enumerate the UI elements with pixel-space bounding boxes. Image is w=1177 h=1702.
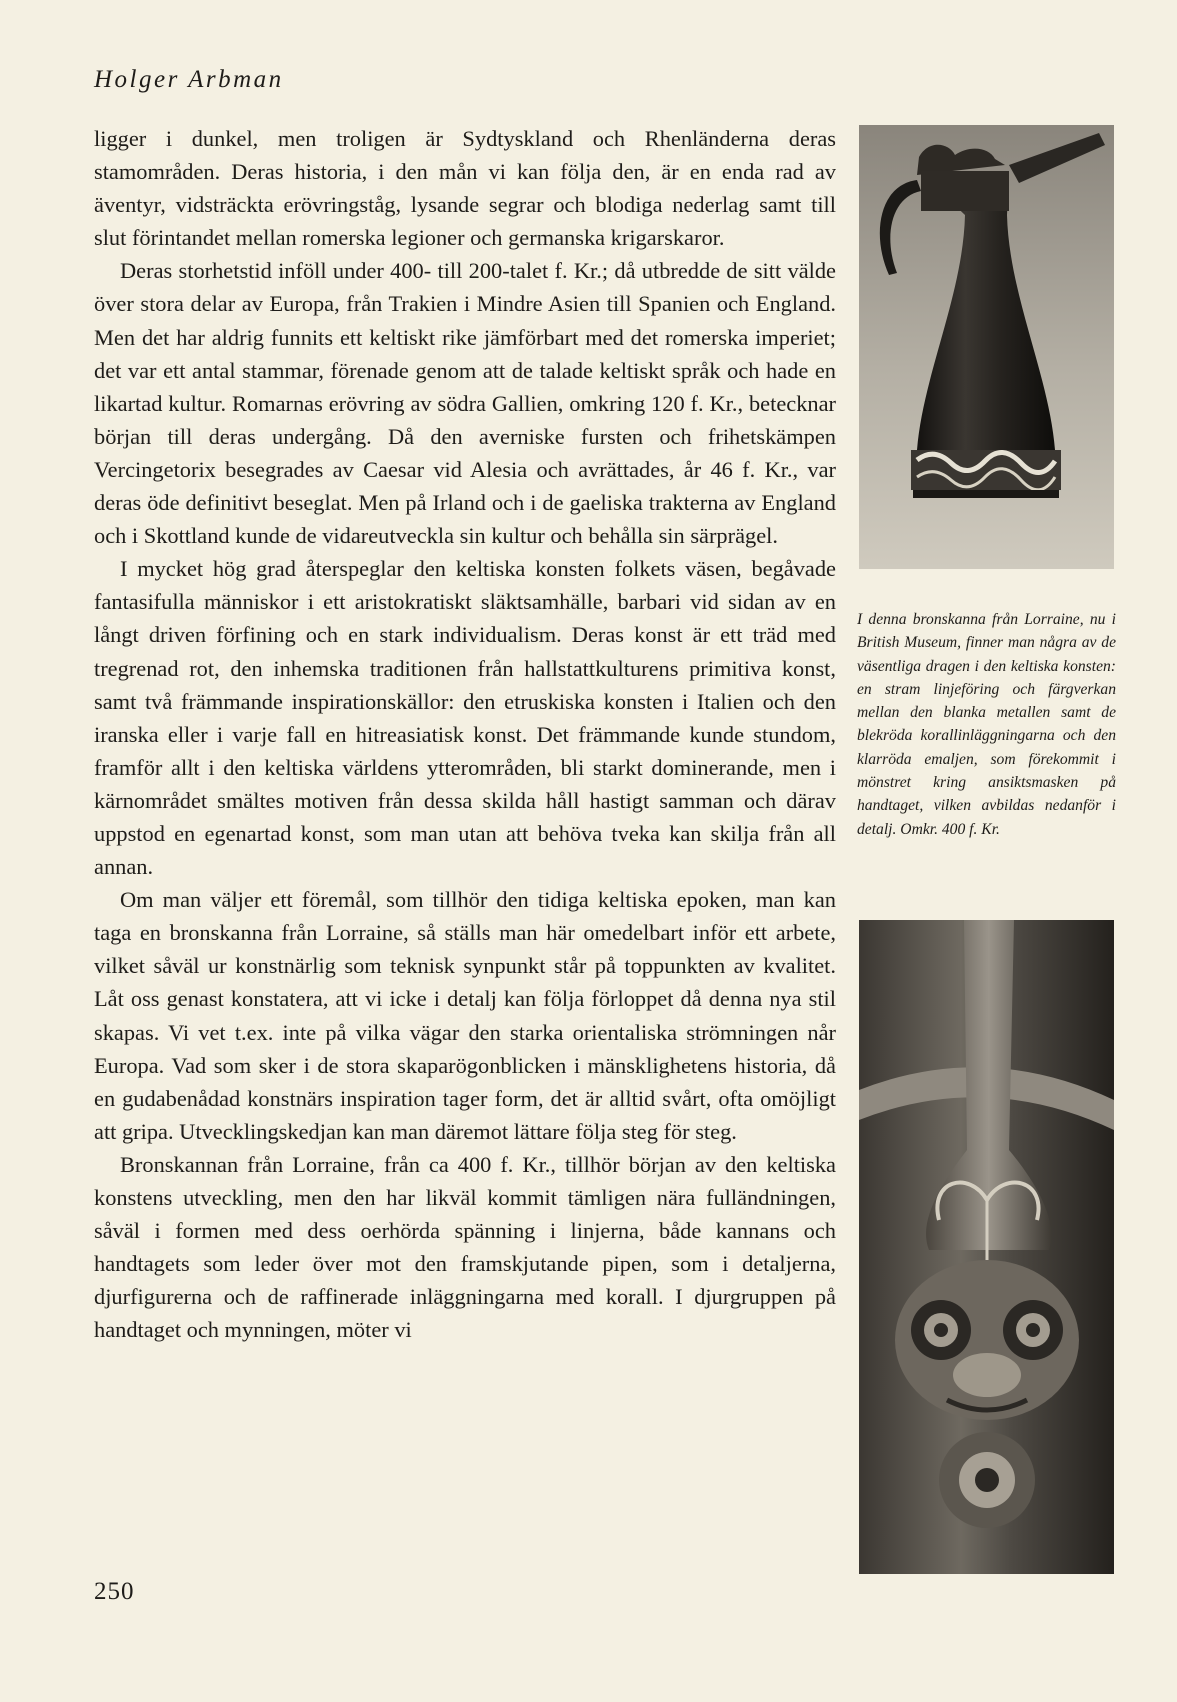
figure-caption: I denna bronskanna från Lorraine, nu i British Museum, finner man några av de väsentliga dragen i den keltiska konsten: en stram linjeföring och färgverkan mellan den blanka metallen samt de blekröda korallinläggningarna och den klarröda emaljen, som förekommit i mönstret kring ansiktsmasken på handtaget, vilken avbildas nedanför i detalj. Omkr. 400 f. Kr. (857, 611, 1116, 838)
flagon-illustration (859, 125, 1114, 569)
running-head: Holger Arbman (94, 66, 284, 93)
paragraph: I mycket hög grad återspeglar den keltiska konsten folkets väsen, begåvade fantasifulla människor i ett aristokratiskt släktsamhälle, barbari vid sidan av en långt driven förfining och en stark individualism. Deras konst är ett träd med tregrenad rot, den inhemska traditionen från hallstattkulturens primitiva konst, samt två främmande inspirationskällor: den etruskiska konsten i Italien och den iranska eller i varje fall en hitreasiatisk konst. Det främmande kunde stundom, framför allt i den keltiska världens ytterområden, bli starkt dominerande, men i kärnområdet smältes motiven från dessa skilda håll hastigt samman och därav uppstod en egenartad konst, som man utan att behöva tveka kan skilja från all annan. (94, 556, 836, 880)
paragraph: Bronskannan från Lorraine, från ca 400 f. Kr., tillhör början av den keltiska konstens utveckling, men den har likväl kommit tämligen nära fulländningen, såväl i formen med dess oerhörda spänning i linjerna, både kannans och handtagets som leder över mot den framskjutande pipen, som i detaljerna, djurfigurerna och de raffinerade inläggningarna med korall. I djurgruppen på handtaget och mynningen, möter vi (94, 1151, 836, 1343)
body-text (94, 122, 836, 1346)
face-mask-illustration (859, 920, 1114, 1574)
paragraph: ligger i dunkel, men troligen är Sydtyskland och Rhenländerna deras stamområden. Deras historia, i den mån vi kan följa den, är en enda rad av äventyr, vidsträckta erövringståg, lysande segrar och blodiga nederlag samt till slut förintandet mellan romerska legioner och germanska krigarskaror. (94, 126, 836, 251)
flagon-photo (859, 125, 1114, 569)
paragraph: Om man väljer ett föremål, som tillhör den tidiga keltiska epoken, man kan taga en bronskanna från Lorraine, så ställs man här omedelbart inför ett arbete, vilket såväl ur konstnärlig som teknisk synpunkt står på toppunkten av kvalitet. Låt oss genast konstatera, att vi icke i detalj kan följa förloppet då denna nya stil skapas. Vi vet t.ex. inte på vilka vägar den starka orientaliska strömningen når Europa. Vad som sker i de stora skaparögonblicken i mänsklighetens historia, då en gudabenådad konstnärs inspiration tager form, det är alltid svårt, ofta omöjligt att gripa. Utvecklingskedjan kan man däremot lättare följa steg för steg. (94, 887, 836, 1144)
page-number: 250 (94, 1578, 135, 1605)
paragraph: Deras storhetstid inföll under 400- till 200-talet f. Kr.; då utbredde de sitt välde över stora delar av Europa, från Trakien i Mindre Asien till Spanien och England. Men det har aldrig funnits ett keltiskt rike jämförbart med det romerska imperiet; det var ett antal stammar, förenade genom att de talade keltiskt språk och hade en likartad kultur. Romarnas erövring av södra Gallien, omkring 120 f. Kr., betecknar början till deras undergång. Då den averniske fursten och frihetskämpen Vercingetorix besegrades av Caesar vid Alesia och avrättades, år 46 f. Kr., var deras öde definitivt beseglat. Men på Irland och i de gaeliska trakterna av England och i Skottland kunde de vidareutveckla sin kultur och behålla sin särprägel. (94, 258, 836, 549)
handle-detail-photo (859, 920, 1114, 1574)
